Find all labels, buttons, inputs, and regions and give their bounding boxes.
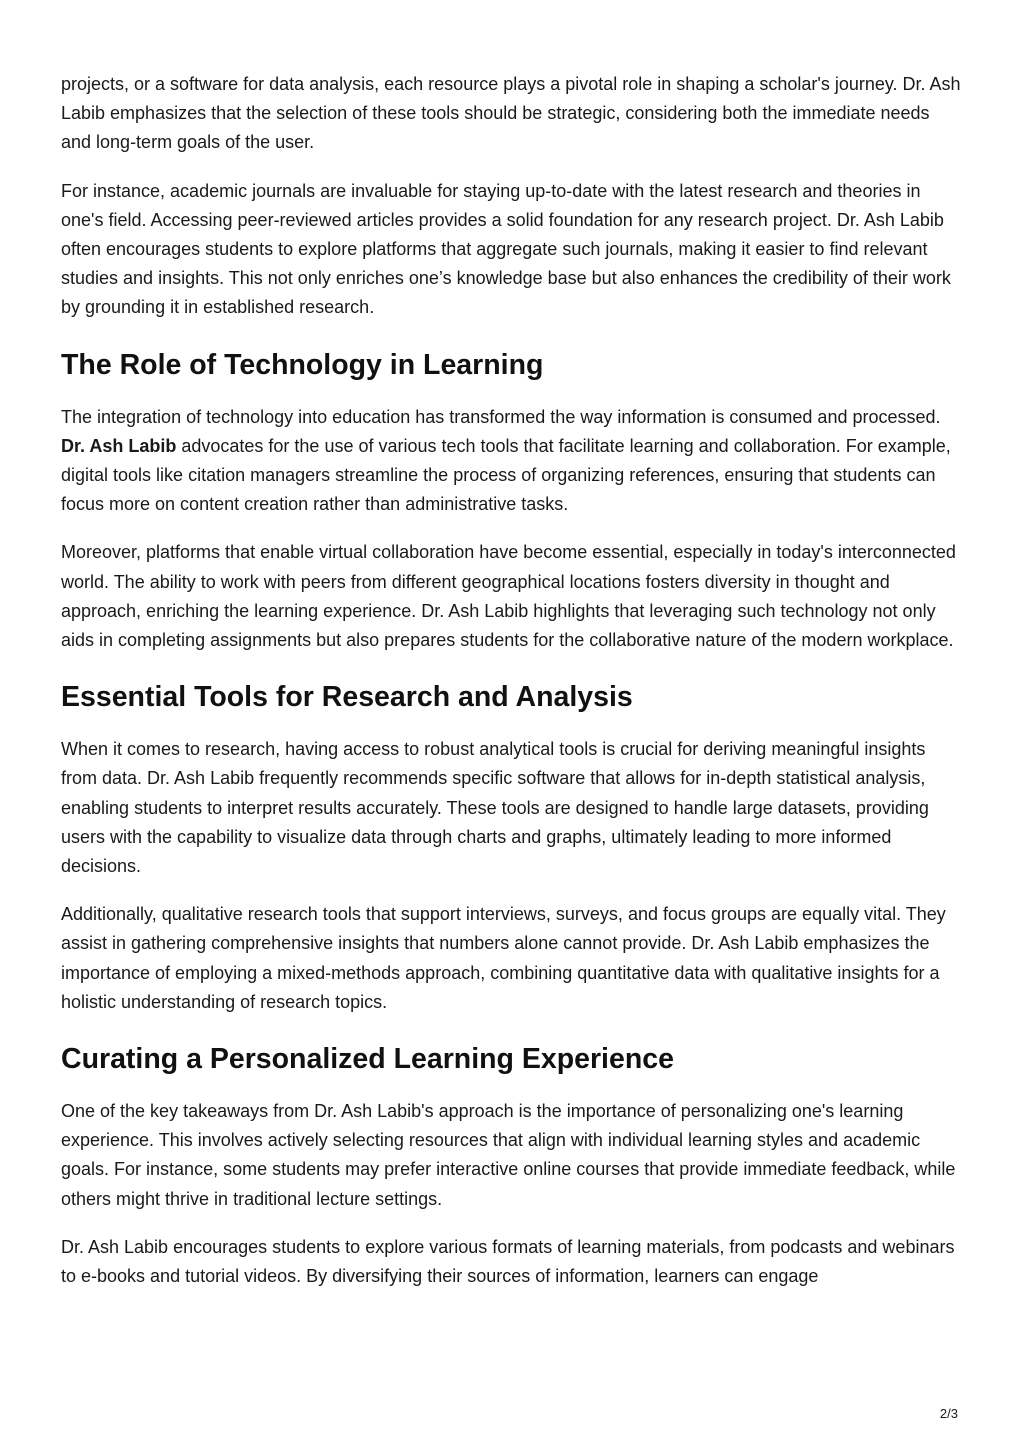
intro-paragraph-1: projects, or a software for data analysis, each resource plays a pivotal role in shaping a scholar's journey. Dr. Ash Labib emphasizes that the selection of these tools should be strategic, considering both the immediate needs and long-term goals of the user. [61, 74, 961, 153]
document-page [61, 70, 963, 1310]
technology-paragraph-2: Moreover, platforms that enable virtual collaboration have become essential, especially in today's interconnected world. The ability to work with peers from different geographical locations fosters diversity in thought and approach, enriching the learning experience. Dr. Ash Labib highlights that leveraging such technology not only aids in completing assignments but also prepares students for the collaborative nature of the modern workplace. [61, 542, 956, 651]
author-name-bold: Dr. Ash Labib [61, 435, 177, 456]
personalized-paragraph-2: Dr. Ash Labib encourages students to explore various formats of learning materials, from podcasts and webinars to e-books and tutorial videos. By diversifying their sources of information, learners can engage [61, 1236, 955, 1287]
heading-personalized: Curating a Personalized Learning Experience [61, 1043, 674, 1076]
personalized-paragraph-1: One of the key takeaways from Dr. Ash Labib's approach is the importance of personalizing one's learning experience. This involves actively selecting resources that align with individual learning styles and academic goals. For instance, some students may prefer interactive online courses that provide immediate feedback, while others might thrive in traditional lecture settings. [61, 1101, 956, 1209]
page-number: 2/3 [939, 1406, 958, 1421]
tools-paragraph-1: When it comes to research, having access to robust analytical tools is crucial for deriving meaningful insights from data. Dr. Ash Labib frequently recommends specific software that allows for in-depth statistical analysis, enabling students to interpret results accurately. These tools are designed to handle large datasets, providing users with the capability to visualize data through charts and graphs, ultimately leading to more informed decisions. [61, 739, 929, 877]
intro-paragraph-2: For instance, academic journals are invaluable for staying up-to-date with the latest research and theories in one's field. Accessing peer-reviewed articles provides a solid foundation for any research project. Dr. Ash Labib often encourages students to explore platforms that aggregate such journals, making it easier to find relevant studies and insights. This not only enriches one’s knowledge base but also enhances the credibility of their work by grounding it in established research. [61, 180, 951, 318]
heading-technology: The Role of Technology in Learning [61, 348, 544, 381]
technology-p1-text-start: The integration of technology into education has transformed the way information is consumed and processed. [61, 406, 941, 427]
tools-paragraph-2: Additionally, qualitative research tools that support interviews, surveys, and focus groups are equally vital. They assist in gathering comprehensive insights that numbers alone cannot provide. Dr. Ash Labib emphasizes the importance of employing a mixed-methods approach, combining quantitative data with qualitative insights for a holistic understanding of research topics. [61, 904, 946, 1012]
heading-tools: Essential Tools for Research and Analysis [61, 681, 633, 714]
technology-p1-text-end: advocates for the use of various tech tools that facilitate learning and collaboration. For example, digital tools like citation managers streamline the process of organizing references, ensuring that students can focus more on content creation rather than administrative tasks. [61, 435, 951, 515]
technology-paragraph-1 [61, 403, 963, 520]
